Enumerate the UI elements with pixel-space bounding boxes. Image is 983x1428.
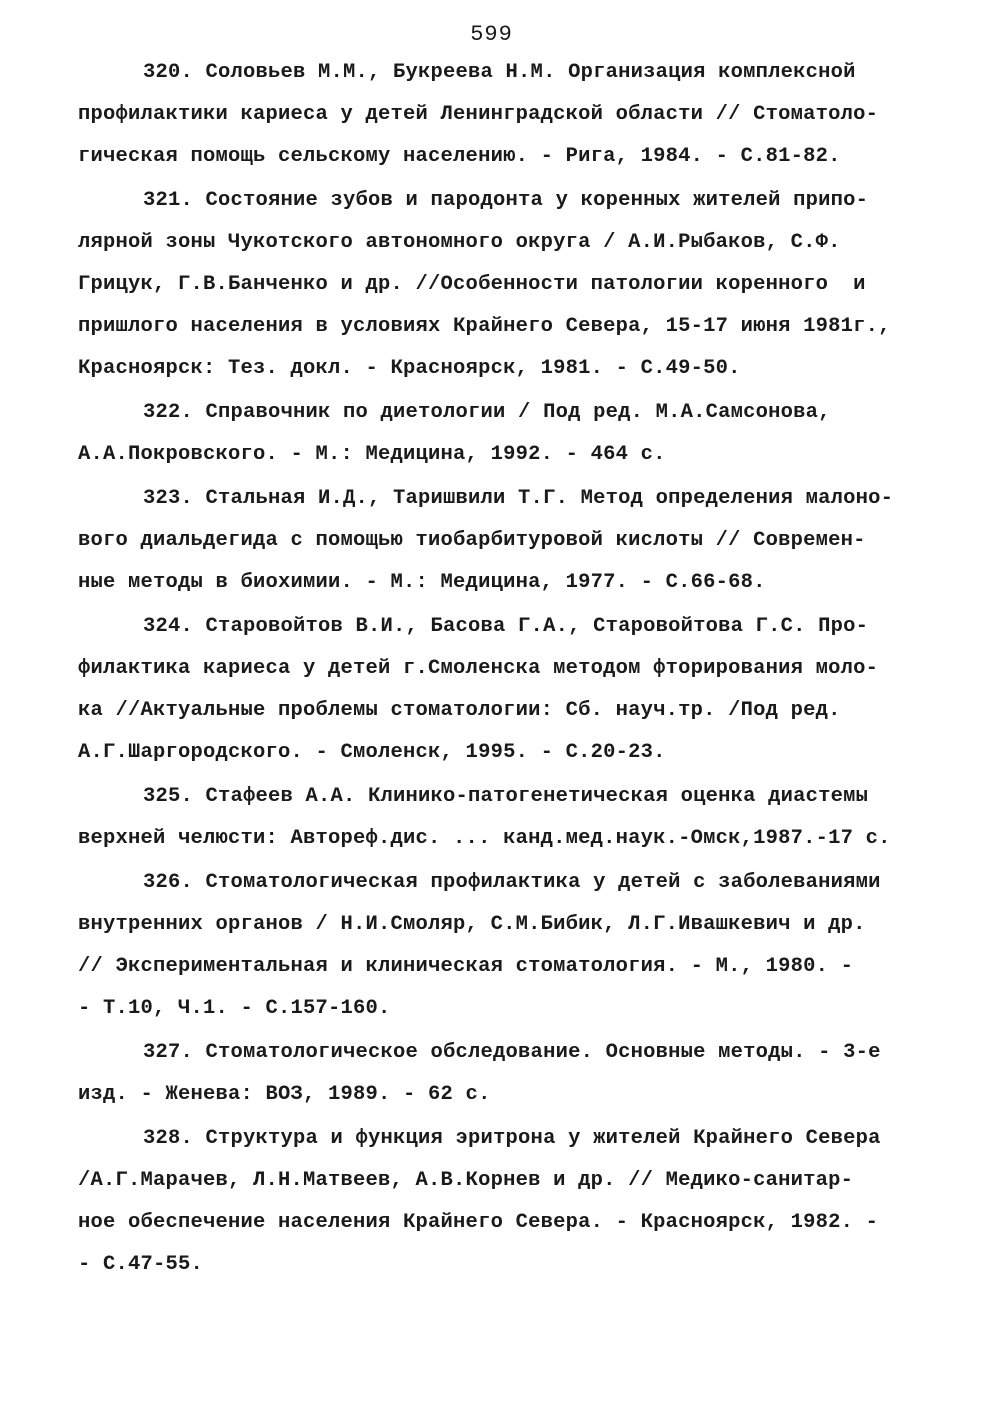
entry-line: А.Г.Шаргородского. - Смоленск, 1995. - С.20-23.: [78, 741, 666, 764]
entry-line: вого диальдегида с помощью тиобарбитуровой кислоты // Современ-: [78, 529, 866, 552]
entry-line: 321. Состояние зубов и пародонта у коренных жителей припо-: [143, 189, 869, 212]
entry-line: внутренних органов / Н.И.Смоляр, С.М.Бибик, Л.Г.Ивашкевич и др.: [78, 913, 866, 936]
page-number: 599: [470, 22, 513, 47]
entry-line: Грицук, Г.В.Банченко и др. //Особенности патологии коренного и: [78, 273, 866, 296]
entry-line: 324. Старовойтов В.И., Басова Г.А., Старовойтова Г.С. Про-: [143, 615, 869, 638]
entry-line: пришлого населения в условиях Крайнего Севера, 15-17 июня 1981г.,: [78, 315, 891, 338]
entry-line: А.А.Покровского. - М.: Медицина, 1992. - 464 с.: [78, 443, 666, 466]
entry-line: гическая помощь сельскому населению. - Рига, 1984. - С.81-82.: [78, 145, 841, 168]
entry-line: Красноярск: Тез. докл. - Красноярск, 1981. - С.49-50.: [78, 357, 741, 380]
entry-line: 322. Справочник по диетологии / Под ред. М.А.Самсонова,: [143, 401, 831, 424]
entry-line: ные методы в биохимии. - М.: Медицина, 1977. - С.66-68.: [78, 571, 766, 594]
entry-line: лярной зоны Чукотского автономного округа / А.И.Рыбаков, С.Ф.: [78, 231, 841, 254]
entry-line: - С.47-55.: [78, 1253, 204, 1276]
entry-line: 327. Стоматологическое обследование. Основные методы. - 3-е: [143, 1041, 881, 1064]
entry-line: филактика кариеса у детей г.Смоленска методом фторирования моло-: [78, 657, 879, 680]
entry-line: 326. Стоматологическая профилактика у детей с заболеваниями: [143, 871, 881, 894]
entry-line: /А.Г.Марачев, Л.Н.Матвеев, А.В.Корнев и др. // Медико-санитар-: [78, 1169, 854, 1192]
entry-line: ное обеспечение населения Крайнего Севера. - Красноярск, 1982. -: [78, 1211, 879, 1234]
entry-line: 325. Стафеев А.А. Клинико-патогенетическая оценка диастемы: [143, 785, 869, 808]
entry-line: 320. Соловьев М.М., Букреева Н.М. Организация комплексной: [143, 61, 856, 84]
entry-line: // Экспериментальная и клиническая стоматология. - М., 1980. -: [78, 955, 854, 978]
entry-line: верхней челюсти: Автореф.дис. ... канд.мед.наук.-Омск,1987.-17 с.: [78, 827, 891, 850]
entry-line: 323. Стальная И.Д., Таришвили Т.Г. Метод определения малоно-: [143, 487, 894, 510]
entry-line: 328. Структура и функция эритрона у жителей Крайнего Севера: [143, 1127, 881, 1150]
entry-line: ка //Актуальные проблемы стоматологии: Сб. науч.тр. /Под ред.: [78, 699, 841, 722]
entry-line: профилактики кариеса у детей Ленинградской области // Стоматоло-: [78, 103, 879, 126]
entry-line: изд. - Женева: ВОЗ, 1989. - 62 с.: [78, 1083, 491, 1106]
entry-line: - Т.10, Ч.1. - С.157-160.: [78, 997, 391, 1020]
